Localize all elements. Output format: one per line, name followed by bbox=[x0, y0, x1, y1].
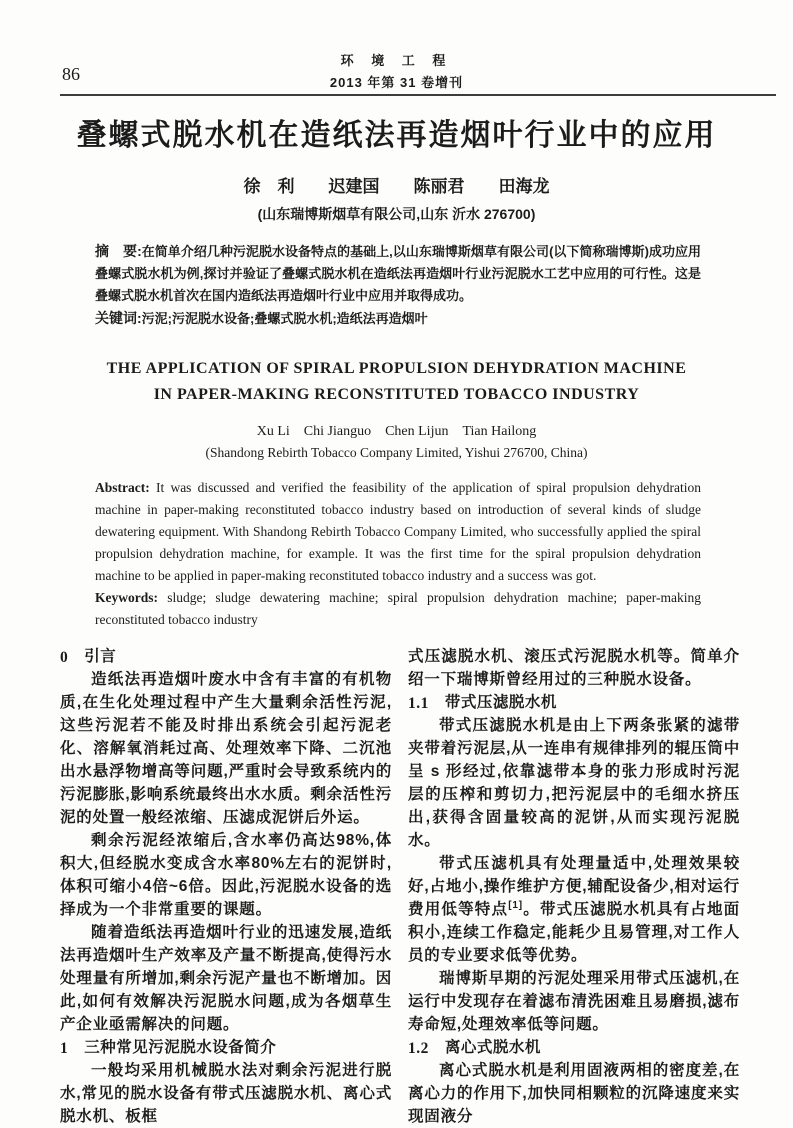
section-number: 1.2 bbox=[408, 1040, 429, 1057]
paragraph: 带式压滤脱水机是由上下两条张紧的滤带夹带着污泥层,从一连串有规律排列的辊压筒中呈 s 形经过,依靠滤带本身的张力形成时污泥层的压榨和剪切力,把污泥层中的毛细水挤压出,获得含固量较高的泥饼,从而实现污泥脱水。 bbox=[408, 717, 740, 849]
article-title: 叠螺式脱水机在造纸法再造烟叶行业中的应用 bbox=[76, 119, 717, 152]
paragraph bbox=[408, 852, 740, 967]
page-number: 86 bbox=[62, 64, 80, 84]
english-abstract-paragraph bbox=[95, 477, 701, 587]
paragraph: 一般均采用机械脱水法对剩余污泥进行脱水,常见的脱水设备有带式压滤脱水机、离心式脱水机、板框 bbox=[60, 1062, 392, 1125]
paragraph: 剩余污泥经浓缩后,含水率仍高达98%,体积大,但经脱水变成含水率80%左右的泥饼时,体积可缩小4倍~6倍。因此,污泥脱水设备的选择成为一个非常重要的课题。 bbox=[60, 832, 392, 918]
running-head bbox=[0, 0, 793, 96]
section-title: 引言 bbox=[84, 648, 117, 665]
authors: 徐 利 迟建国 陈丽君 田海龙 bbox=[243, 177, 550, 196]
section-heading-1-2 bbox=[408, 1036, 740, 1059]
english-keywords-paragraph bbox=[95, 587, 701, 631]
section-heading-1 bbox=[60, 1036, 392, 1059]
paragraph: 瑞博斯早期的污泥处理采用带式压滤机,在运行中发现存在着滤布清洗困难且易磨损,滤布寿命短,处理效率低等问题。 bbox=[408, 970, 740, 1033]
paragraph: 离心式脱水机是利用固液两相的密度差,在离心力的作用下,加快同相颗粒的沉降速度来实现固液分 bbox=[408, 1062, 740, 1125]
paragraph: 随着造纸法再造烟叶行业的迅速发展,造纸法再造烟叶生产效率及产量不断提高,使得污水处理量有所增加,剩余污泥产量也不断增加。因此,如何有效解决污泥脱水问题,成为各烟草生产企业亟需解决的问题。 bbox=[60, 924, 392, 1033]
english-affiliation: (Shandong Rebirth Tobacco Company Limited, Yishui 276700, China) bbox=[205, 445, 588, 460]
issue-line: 2013 年第 31 卷增刊 bbox=[329, 75, 464, 90]
abstract-block bbox=[95, 240, 701, 330]
english-authors: Xu Li Chi Jianguo Chen Lijun Tian Hailong bbox=[256, 424, 537, 439]
citation-ref: [1] bbox=[508, 899, 523, 911]
section-number: 1 bbox=[60, 1040, 69, 1057]
english-abstract-label: Abstract: bbox=[95, 480, 150, 495]
keywords-paragraph bbox=[95, 307, 701, 330]
paragraph-text: 带式压滤机具有处理量适中,处理效果较好,占地小,操作维护方便,辅配设备少,相对运行费用低等特点 bbox=[408, 855, 740, 918]
paragraph-continuation: 式压滤脱水机、滚压式污泥脱水机等。简单介绍一下瑞博斯曾经用过的三种脱水设备。 bbox=[408, 648, 740, 688]
section-number: 1.1 bbox=[408, 695, 429, 712]
section-number: 0 bbox=[60, 649, 69, 666]
section-heading-1-1 bbox=[408, 691, 740, 714]
running-head-center bbox=[0, 50, 793, 91]
left-column bbox=[60, 645, 392, 1128]
section-title: 离心式脱水机 bbox=[444, 1039, 541, 1056]
keywords-label: 关键词: bbox=[95, 310, 142, 326]
journal-name: 环 境 工 程 bbox=[340, 53, 453, 68]
paragraph-text: 。带式压滤脱水机具有占地面积小,连续工作稳定,能耗少且易管理,对工作人员的专业要求低等优势。 bbox=[408, 901, 740, 964]
english-abstract-text: It was discussed and verified the feasibility of the application of spiral propulsion dehydration machine in paper-making reconstituted tobacco industry based on introduction of several kinds of sludge dewatering equipment. With Shandong Rebirth Tobacco Company Limited, who successfully applied the spiral propulsion dehydration machine, for example. It was the first time for the spiral propulsion dehydration machine to be applied in paper-making reconstituted tobacco industry and a success was got. bbox=[95, 480, 702, 583]
body-columns bbox=[60, 645, 740, 1128]
abstract-label: 摘 要: bbox=[95, 243, 142, 259]
keywords-text: 污泥;污泥脱水设备;叠螺式脱水机;造纸法再造烟叶 bbox=[141, 311, 428, 326]
header-rule bbox=[60, 94, 776, 96]
english-keywords-label: Keywords: bbox=[95, 590, 158, 605]
english-title-line1: THE APPLICATION OF SPIRAL PROPULSION DEHYDRATION MACHINE bbox=[106, 360, 687, 377]
english-abstract-block bbox=[95, 477, 701, 631]
right-column bbox=[408, 645, 740, 1128]
section-title: 三种常见污泥脱水设备简介 bbox=[84, 1039, 277, 1056]
abstract-paragraph bbox=[95, 240, 701, 307]
affiliation: (山东瑞博斯烟草有限公司,山东 沂水 276700) bbox=[257, 206, 536, 222]
abstract-text: 在简单介绍几种污泥脱水设备特点的基础上,以山东瑞博斯烟草有限公司(以下简称瑞博斯)成功应用叠螺式脱水机为例,探讨并验证了叠螺式脱水机在造纸法再造烟叶行业污泥脱水工艺中应用的可行性。这是叠螺式脱水机首次在国内造纸法再造烟叶行业中应用并取得成功。 bbox=[95, 244, 701, 303]
english-title-line2: IN PAPER-MAKING RECONSTITUTED TOBACCO INDUSTRY bbox=[153, 386, 640, 403]
english-keywords-text: sludge; sludge dewatering machine; spiral propulsion dehydration machine; paper-making reconstituted tobacco industry bbox=[95, 590, 701, 627]
paragraph: 造纸法再造烟叶废水中含有丰富的有机物质,在生化处理过程中产生大量剩余活性污泥,这些污泥若不能及时排出系统会引起污泥老化、溶解氧消耗过高、处理效率下降、二沉池出水悬浮物增高等问题,严重时会导致系统内的污泥膨胀,影响系统最终出水水质。剩余活性污泥的处置一般经浓缩、压滤成泥饼后外运。 bbox=[60, 671, 392, 826]
section-title: 带式压滤脱水机 bbox=[444, 694, 557, 711]
english-title bbox=[0, 356, 793, 408]
section-heading-0 bbox=[60, 645, 392, 668]
